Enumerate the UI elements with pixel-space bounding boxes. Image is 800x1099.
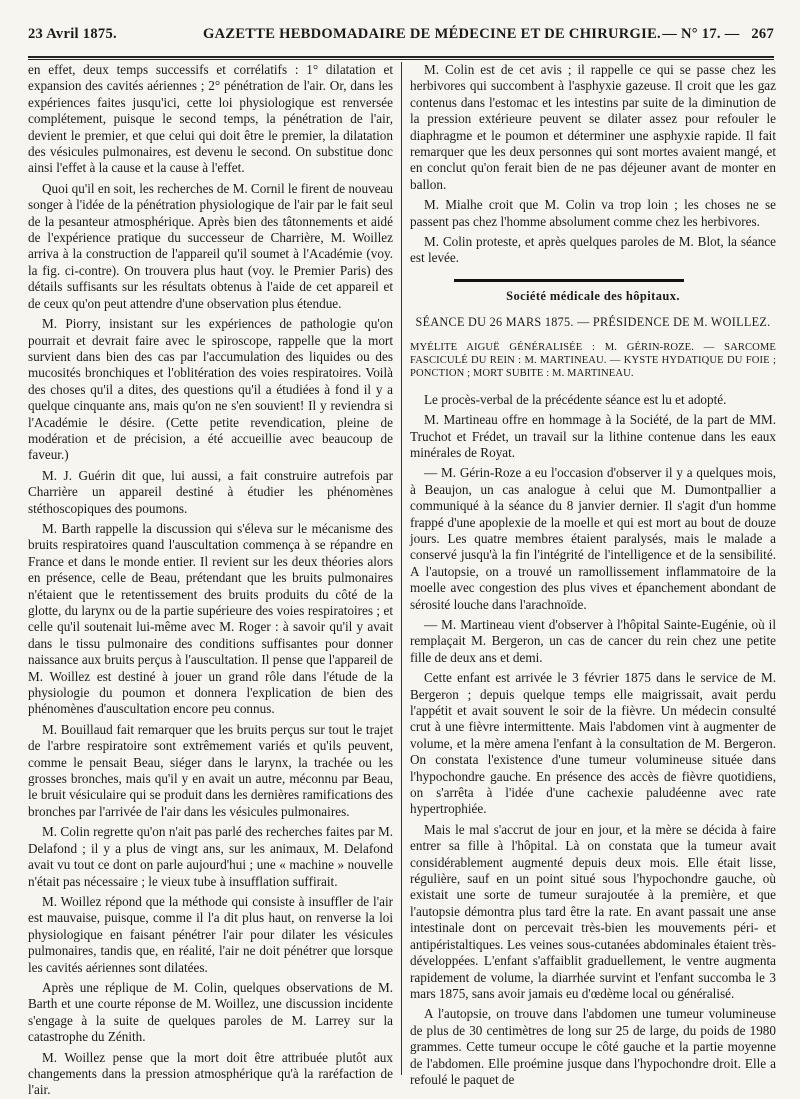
- section-summary: MYÉLITE AIGUË GÉNÉRALISÉE : M. GÉRIN-ROZE. — SARCOME FASCICULÉ DU REIN : M. MARTINEAU. — KYSTE HYDATIQUE DU FOIE ; PONCTION ; MORT SUBITE : M. MARTINEAU.: [410, 341, 776, 379]
- right-paragraph: M. Mialhe croit que M. Colin va trop loin ; les choses ne se passent pas chez l'homme absolument comme chez les herbivores.: [410, 197, 776, 229]
- section-title: Société médicale des hôpitaux.: [506, 288, 680, 303]
- left-paragraph: M. Barth rappelle la discussion qui s'éleva sur le mécanisme des bruits respiratoires quand l'auscultation commença à se répandre en France et dans le monde entier. Il revient sur les deux théories alors en présence, celle de Beau, prétendant que les bruits pulmonaires n'étaient que le retentissement des bruits produits du côté de la glotte, du larynx ou de la partie supérieure des voies respiratoires ; et celle qu'il soutenait lui-même avec M. Roger : à savoir qu'il y avait dans le tissu pulmonaire des conditions suffisantes pour donner naissance aux bruits perçus à l'auscultation. Il pense que l'appareil de M. Woillez est destiné à jouer un grand rôle dans l'étude de la physiologie du poumon et donnera l'explication de bien des phénomènes d'auscultation encore peu connus.: [28, 520, 393, 717]
- right-paragraph: Le procès-verbal de la précédente séance est lu et adopté.: [424, 391, 727, 407]
- header-journal-title: GAZETTE HEBDOMADAIRE DE MÉDECINE ET DE CHIRURGIE.: [203, 26, 661, 42]
- left-paragraph: M. Bouillaud fait remarquer que les bruits perçus sur tout le trajet de l'arbre respiratoire sont extrêmement variés et qu'ils peuvent, comme le pensait Beau, siéger dans le larynx, la trachée ou les grosses bronches, mais qu'il y en avait un autre, méconnu par Beau, le bruit vésiculaire qui se produit dans les dernières ramifications des bronches par l'arrivée de l'air dans les vésicules pulmonaires.: [28, 721, 393, 819]
- seance-line: SÉANCE DU 26 MARS 1875. — PRÉSIDENCE DE M. WOILLEZ.: [415, 315, 771, 330]
- right-paragraph: A l'autopsie, on trouve dans l'abdomen une tumeur volumineuse de plus de 30 centimètres de long sur 25 de large, du poids de 1980 grammes. Cette tumeur occupe le côté gauche et la partie moyenne de l'abdomen. Elle proémine jusque dans l'hypochondre droit. Elle a refoulé le paquet de: [410, 1006, 776, 1087]
- column-divider: [401, 62, 402, 1075]
- left-paragraph: Quoi qu'il en soit, les recherches de M. Cornil le firent de nouveau songer à l'idée de la pénétration physiologique de l'air par le fait seul de la pesanteur atmosphérique. Après bien des tâtonnements et aidé de l'expérience pratique du successeur de Charrière, M. Woillez arriva à la construction de l'appareil qu'il soumet à l'Académie (voy. la fig. ci-contre). On trouvera plus haut (voy. le Premier Paris) des détails suffisants sur les résultats obtenus à l'aide de cet appareil et de ceux qu'on peut attendre d'une observation plus étendue.: [28, 180, 394, 311]
- left-column: [28, 62, 394, 1098]
- right-paragraph: M. Martineau offre en hommage à la Société, de la part de MM. Truchot et Frédet, un travail sur la lithine contenue dans les eaux minérales de Royat.: [410, 412, 776, 460]
- running-header: [28, 22, 774, 46]
- right-column: [410, 62, 776, 1087]
- header-rule: [28, 56, 774, 60]
- left-paragraph: M. Colin regrette qu'on n'ait pas parlé des recherches faites par M. Delafond ; il y a plus de vingt ans, sur les animaux, M. Delafond avait vu tout ce dont on parle aujourd'hui ; une « machine » nouvelle n'était pas nécessaire ; le vieux tube à insufflation suffirait.: [28, 824, 393, 889]
- right-paragraph: Mais le mal s'accrut de jour en jour, et la mère se décida à faire entrer sa fille à l'hôpital. Là on constata que la tumeur avait considérablement augmenté depuis deux mois. Elle était lisse, régulière, sauf en un point situé sous l'hypochondre gauche, où existait une sorte de tumeur surajoutée à la première, et que l'autopsie démontra plus tard être la rate. En avant passait une anse intestinale dont on percevait très-bien les mouvements péri- et antipéristaltiques. Les veines sous-cutanées abdominales étaient très-développées. L'enfant s'affaiblit graduellement, le ventre augmenta rapidement de volume, la diarrhée survint et l'enfant succomba le 3 mars 1875, sans avoir jamais eu d'œdème local ou généralisé.: [410, 821, 776, 1001]
- right-paragraph: Cette enfant est arrivée le 3 février 1875 dans le service de M. Bergeron ; depuis quelque temps elle maigrissait, avait perdu l'appétit et avait souvent le soir de la fièvre. Un médecin consulté crut à une fièvre intermittente. Mais l'abdomen vint à augmenter de volume, et la mère amena l'enfant à la consultation de M. Bergeron. On constata l'existence d'une tumeur volumineuse située dans l'hypochondre gauche. En présence des accès de fièvre quotidiens, on s'arrêta à l'idée d'une cachexie paludéenne avec rate hypertrophiée.: [410, 670, 776, 817]
- left-paragraph: Après une réplique de M. Colin, quelques observations de M. Barth et une courte réponse de M. Woillez, une discussion incidente s'engage à la suite de quelques paroles de M. Larrey sur la catastrophe du Zénith.: [28, 979, 393, 1045]
- header-page-number: 267: [751, 26, 774, 42]
- left-paragraph: en effet, deux temps successifs et corrélatifs : 1° dilatation et expansion des cavités aériennes ; 2° pénétration de l'air. Or, dans les expériences faites jusqu'ici, cette loi physiologique est renversée complétement, puisque le second temps, la pénétration de l'air, devient le premier, et que celui qui doit être le premier, la dilatation des vésicules pulmonaires, est devenu le second. On substitue donc ainsi l'effet à la cause et la cause à l'effet.: [28, 62, 393, 176]
- right-paragraph: — M. Martineau vient d'observer à l'hôpital Sainte-Eugénie, où il remplaçait M. Bergeron, un cas de cancer du rein chez une petite fille de deux ans et demi.: [410, 616, 776, 665]
- header-issue-page: [662, 26, 774, 43]
- left-paragraph: M. Woillez répond que la méthode qui consiste à insuffler de l'air est mauvaise, puisque, comme il l'a dit plus haut, on renverse la loi physiologique en faisant pénétrer l'air pour dilater les vésicules pulmonaires, tandis que, en réalité, l'air ne doit pénétrer que lorsque les cavités aériennes sont dilatées.: [28, 893, 393, 975]
- left-paragraph: M. Woillez pense que la mort doit être attribuée plutôt aux changements dans la pression atmosphérique qu'à la raréfaction de l'air.: [28, 1049, 393, 1098]
- left-paragraph: M. J. Guérin dit que, lui aussi, a fait construire autrefois par Charrière un appareil destiné à étudier les phénomènes stéthoscopiques des poumons.: [28, 467, 393, 516]
- right-paragraph: M. Colin est de cet avis ; il rappelle ce qui se passe chez les herbivores qui succombent à l'asphyxie gazeuse. Il croit que les gaz contenus dans l'estomac et les intestins par suite de la diminution de la pression extérieure peuvent se dilater assez pour refouler le diaphragme et le poumon et déterminer une asphyxie rapide. Il fait remarquer que les deux personnes qui sont mortes avaient mangé, et en conclut qu'on ferait bien de ne pas déjeuner avant de monter en ballon.: [410, 62, 776, 192]
- section-rule: [454, 279, 684, 282]
- header-issue: — N° 17. —: [662, 26, 740, 42]
- header-date: 23 Avril 1875.: [28, 26, 117, 42]
- right-paragraph: — M. Gérin-Roze a eu l'occasion d'observer il y a quelques mois, à Beaujon, un cas analogue à celui que M. Dumontpallier a communiqué à la séance du 8 janvier dernier. Il s'agit d'un homme frappé d'une apoplexie de la moelle et qui est mort au bout de douze jours. Les quatre membres étaient paralysés, mais le malade a conservé jusqu'à la fin l'intégrité de l'intelligence et de la sensibilité. A l'autopsie, on a trouvé un ramollissement inflammatoire de la moelle avec congestion des plus vives et épanchement abondant de sérosité louche dans l'arachnoïde.: [410, 465, 776, 612]
- left-paragraph: M. Piorry, insistant sur les expériences de pathologie qu'on pourrait et devrait faire avec le spiroscope, rappelle que la mort survient dans bien des cas par l'accumulation des liquides ou des mucosités bronchiques et l'oblitération des voies respiratoires. Voilà des choses qu'il a dites, des questions qu'il a étudiées à fond il y a quelque cinquante ans, mais qu'on ne s'en souvient! Il y reviendra si l'Académie le désire. (Cette petite revendication, pleine de modération et de précision, a été accueillie avec beaucoup de faveur.): [28, 316, 393, 463]
- right-paragraph: M. Colin proteste, et après quelques paroles de M. Blot, la séance est levée.: [410, 234, 776, 266]
